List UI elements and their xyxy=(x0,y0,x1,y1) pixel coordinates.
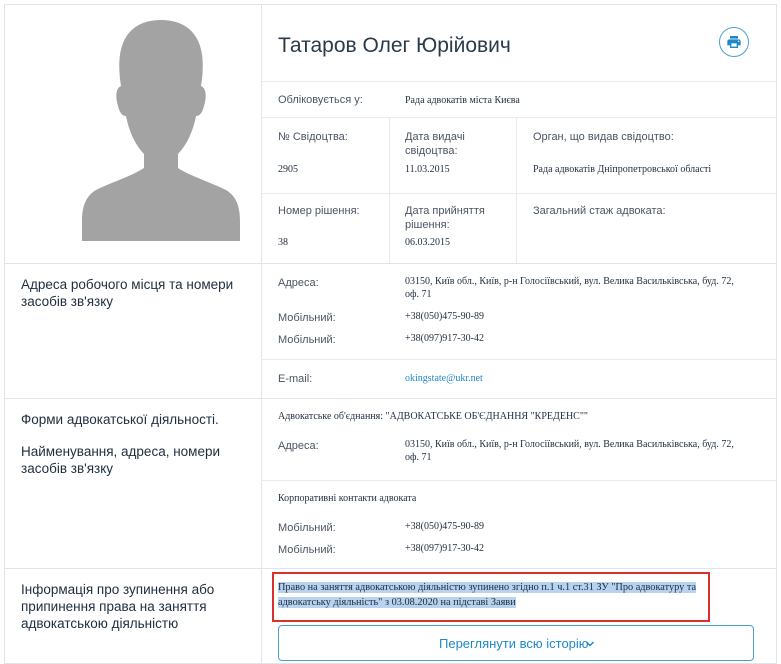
decision-no-value: 38 xyxy=(278,237,288,248)
view-history-label: Переглянути всю історію xyxy=(439,636,589,651)
suspension-notice xyxy=(278,580,703,610)
practice-address-value: 03150, Київ обл., Київ, р-н Голосіївський, вул. Велика Васильківська, буд. 72, оф. 71 xyxy=(405,439,734,463)
registered-label: Обліковується у: xyxy=(278,94,363,106)
lawyer-name: Татаров Олег Юрійович xyxy=(278,34,511,57)
decision-date-value: 06.03.2015 xyxy=(405,237,450,248)
decision-date-label: Дата прийняття рішення: xyxy=(405,205,485,231)
grid-col-divider xyxy=(389,117,390,263)
email-label: E-mail: xyxy=(278,373,313,385)
issue-date-label: Дата видачі свідоцтва: xyxy=(405,131,465,157)
email-divider xyxy=(261,359,776,360)
grid-divider xyxy=(261,117,776,118)
practice-section-title: Форми адвокатської діяльності. xyxy=(21,412,219,427)
practice-section-subtitle: Найменування, адреса, номери засобів зв'язку xyxy=(21,444,221,476)
issue-date-value: 11.03.2015 xyxy=(405,164,450,175)
workplace-address-label: Адреса: xyxy=(278,277,319,289)
issuer-label: Орган, що видав свідоцтво: xyxy=(533,131,674,143)
corporate-contacts-label: Корпоративні контакти адвоката xyxy=(278,493,417,504)
print-button[interactable] xyxy=(719,27,749,57)
email-link[interactable]: okingstate@ukr.net xyxy=(405,373,483,384)
suspension-notice-text: Право на заняття адвокатською діяльністю зупинено згідно п.1 ч.1 ст.31 ЗУ "Про адвокатуру та адвокатську діяльність" з 03.08.2020 на підставі Заяви xyxy=(278,582,697,608)
avatar xyxy=(82,16,240,241)
practice-mobile2-label: Мобільний: xyxy=(278,544,336,556)
row-divider xyxy=(5,263,776,264)
corporate-divider xyxy=(261,480,776,481)
experience-label: Загальний стаж адвоката: xyxy=(533,205,666,217)
practice-mobile1-value: +38(050)475-90-89 xyxy=(405,521,484,532)
chevron-down-icon xyxy=(585,639,595,649)
grid-col-divider xyxy=(516,117,517,263)
workplace-mobile1-label: Мобільний: xyxy=(278,312,336,324)
workplace-address-value: 03150, Київ обл., Київ, р-н Голосіївський, вул. Велика Васильківська, буд. 72, оф. 71 xyxy=(405,276,734,300)
row-divider xyxy=(5,398,776,399)
decision-no-label: Номер рішення: xyxy=(278,205,360,217)
practice-mobile2-value: +38(097)917-30-42 xyxy=(405,543,484,554)
practice-mobile1-label: Мобільний: xyxy=(278,522,336,534)
grid-divider xyxy=(261,193,776,194)
registered-value: Рада адвокатів міста Києва xyxy=(405,95,520,106)
workplace-mobile2-value: +38(097)917-30-42 xyxy=(405,333,484,344)
workplace-mobile2-label: Мобільний: xyxy=(278,334,336,346)
view-history-button[interactable] xyxy=(278,625,754,661)
workplace-mobile1-value: +38(050)475-90-89 xyxy=(405,311,484,322)
certificate-no-label: № Свідоцтва: xyxy=(278,131,348,143)
issuer-value: Рада адвокатів Дніпропетровської області xyxy=(533,164,712,175)
column-divider xyxy=(261,5,262,663)
printer-icon xyxy=(726,34,742,50)
header-divider xyxy=(261,81,776,82)
practice-address-label: Адреса: xyxy=(278,440,319,452)
suspension-notice-highlight xyxy=(272,572,710,622)
certificate-no-value: 2905 xyxy=(278,164,298,175)
row-divider xyxy=(5,568,776,569)
suspension-section-title: Інформація про зупинення або припинення права на заняття адвокатською діяльністю xyxy=(21,582,215,631)
workplace-section-title: Адреса робочого місця та номери засобів зв'язку xyxy=(21,277,234,309)
association-name: Адвокатське об'єднання: "АДВОКАТСЬКЕ ОБ'ЄДНАННЯ "КРЕДЕНС"" xyxy=(278,411,589,422)
